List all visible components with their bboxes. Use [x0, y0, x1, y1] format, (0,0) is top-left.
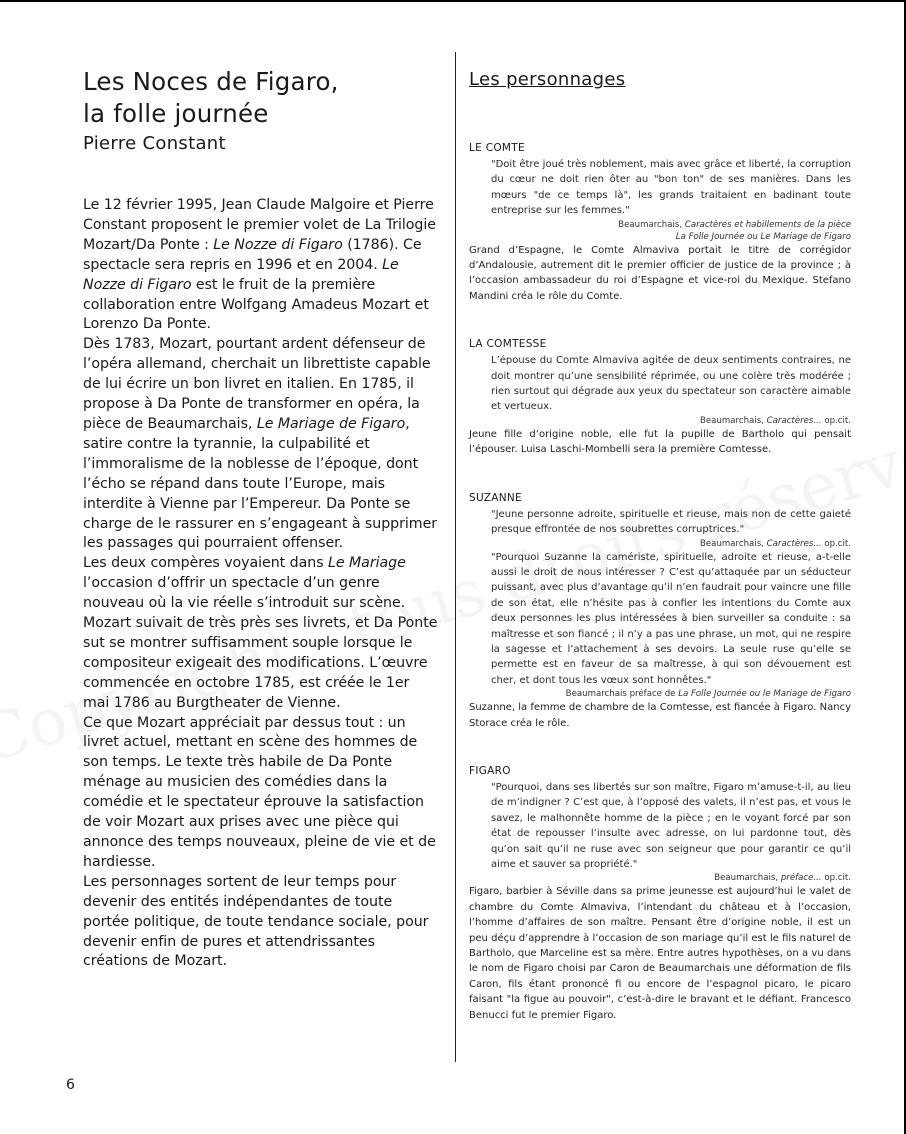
page-number: 6 — [66, 1077, 75, 1093]
character-name: LA COMTESSE — [469, 338, 547, 351]
character-quote-preface: "Pourquoi Suzanne la camériste, spirituelle, adroite et rieuse, a-t-elle aussi le droit de nous intéresser ? C’est qu’attaquée par un séducteur puissant, avec plus d’avantage qu’il n’en faudrait pour vaincre une fille de son état, elle n’hésite pas à confier les intentions du Comte aux deux personnes les plus intéressées à bien surveiller sa conduite : sa maîtresse et son fiancé ; il n’y a pas une phrase, un mot, qui ne respire la sagesse et l’attachement à ses devoirs. La seule ruse qu’elle se permette est en faveur de sa maîtresse, à qui son dévouement est cher, et dont tous les vœux sont honnêtes." — [491, 551, 851, 686]
paragraph-5: Les personnages sortent de leur temps pour devenir des entités indépendantes de toute portée politique, de toute tendance sociale, pour devenir enfin de pures et attendrissantes créations de Mozart. — [83, 873, 429, 970]
character-description: Suzanne, la femme de chambre de la Comtesse, est fiancée à Figaro. Nancy Storace créa le rôle. — [469, 702, 851, 729]
character-name: LE COMTE — [469, 142, 525, 154]
character-quote: "Jeune personne adroite, spirituelle et rieuse, mais non de cette gaieté presque effrontée de nos soubrettes corruptrices." — [491, 508, 851, 536]
characters-heading: Les personnages — [469, 69, 626, 90]
character-quote: "Pourquoi, dans ses libertés sur son maître, Figaro m’amuse-t-il, au lieu de m’indigner ? C’est que, à l’opposé des valets, il n’est pas, et vous le savez, le malhonnête homme de la pièce ; en le voyant forcé par son état de repousser l’insulte avec adresse, on lui pardonne tout, dès qu’on sait qu’il ne ruse avec son seigneur que pour garantir ce qu’il aime et sauver sa propriété." — [491, 781, 851, 870]
character-comte — [469, 142, 851, 304]
character-quote: "Doit être joué très noblement, mais avec grâce et liberté, la corruption du cœur ne doit rien ôter au "bon ton" de ses manières. Dans les mœurs "de ce temps là", les grands traitaient en badinant toute entreprise sur les femmes." — [491, 159, 851, 217]
column-divider — [455, 52, 456, 1062]
quote-citation: Beaumarchais, préface... op.cit. — [714, 873, 851, 884]
right-column — [469, 68, 851, 1023]
quote-citation-source: La Folle Journée ou Le Mariage de Figaro — [675, 231, 851, 242]
paragraph-2: Dès 1783, Mozart, pourtant ardent défenseur de l’opéra allemand, cherchait un librettiste capable de lui écrire un bon livret en italien. En 1785, il propose à Da Ponte de transformer en opéra, la pièce de Beaumarchais, Le Mariage de Figaro, satire contre la tyrannie, la culpabilité et l’immoralisme de la noblesse de l’époque, dont l’écho se répand dans toute l’Europe, mais interdite à Vienne par l’Empereur. Da Ponte se charge de le rassurer en s’engageant à supprimer les passages qui pourraient offenser. — [83, 336, 438, 552]
quote-citation: Beaumarchais, Caractères et habillements de la pièce — [618, 219, 851, 230]
character-description: Jeune fille d’origine noble, elle fut la pupille de Bartholo qui pensait l’épouser. Luisa Laschi-Mombelli sera la première Comtesse. — [469, 428, 851, 456]
quote-citation: Beaumarchais, Caractères... op.cit. — [700, 415, 851, 426]
title-line-1: Les Noces de Figaro, — [83, 67, 339, 96]
character-description: Figaro, barbier à Séville dans sa prime jeunesse est aujourd’hui le valet de chambre du Comte Almaviva, l’intendant du château et à l’occasion, l’homme d’affaires de son maître. Pensant être d’origine noble, il est un peu déçu d’apprendre à l’occasion de son mariage qu’il est le fils naturel de Bartholo, que Marceline est sa mère. Entre autres hypothèses, on a vu dans le nom de Figaro choisi par Caron de Beaumarchais une déformation de fils Caron, fils étant prononcé fi ou encore de l’espagnol picaro, le picaro faisant "la figue au pouvoir", c’est-à-dire le bravant et le défiant. Francesco Benucci fut le premier Figaro. — [469, 886, 851, 1021]
quote-citation: Beaumarchais, Caractères... op.cit. — [700, 538, 851, 549]
scan-edge-top — [0, 0, 906, 2]
character-suzanne — [469, 492, 851, 731]
character-comtesse — [469, 338, 851, 457]
article-title — [83, 66, 439, 130]
paragraph-3: Les deux compères voyaient dans Le Mariage l’occasion d’offrir un spectacle d’un genre nouveau où la vie réelle s’introduit sur scène. Mozart suivait de très près ses livrets, et Da Ponte sut se montrer suffisamment souple lorsque le compositeur exigeait des modifications. L’œuvre commencée en octobre 1785, est créée le 1er mai 1786 au Burgtheater de Vienne. — [83, 555, 438, 711]
character-description: Grand d’Espagne, le Comte Almaviva portait le titre de corrégidor d’Andalousie, autrement dit le premier officier de justice de la province ; à l’occasion ambassadeur du roi d’Espagne et vice-roi du Mexique. Stefano Mandini créa le rôle du Comte. — [469, 244, 851, 302]
character-name: SUZANNE — [469, 491, 522, 504]
character-figaro — [469, 765, 851, 1023]
character-name: FIGARO — [469, 764, 511, 777]
article-author: Pierre Constant — [83, 133, 226, 154]
paragraph-4: Ce que Mozart appréciait par dessus tout : un livret actuel, mettant en scène des hommes de son temps. Le texte très habile de Da Ponte ménage au musicien des comédies dans la comédie et le spectateur éprouve la satisfaction de voir Mozart aux prises avec une pièce qui annonce des temps nouveaux, pleine de vie et de hardiesse. — [83, 714, 436, 870]
article-body — [83, 196, 439, 972]
character-quote: L’épouse du Comte Almaviva agitée de deux sentiments contraires, ne doit montrer qu’une sensibilité réprimée, ou une colère très modérée ; rien surtout qui dégrade aux yeux du spectateur son caractère aimable et vertueux. — [491, 355, 851, 413]
quote-citation: Beaumarchais préface de La Folle Journée ou le Mariage de Figaro — [565, 689, 851, 700]
title-line-2: la folle journée — [83, 99, 269, 128]
left-column — [83, 66, 439, 972]
paragraph-1: Le 12 février 1995, Jean Claude Malgoire et Pierre Constant proposent le premier volet de La Trilogie Mozart/Da Ponte : Le Nozze di Figaro (1786). Ce spectacle sera repris en 1996 et en 2004. Le Nozze di Figaro est le fruit de la première collaboration entre Wolfgang Amadeus Mozart et Lorenzo Da Ponte. — [83, 197, 436, 333]
